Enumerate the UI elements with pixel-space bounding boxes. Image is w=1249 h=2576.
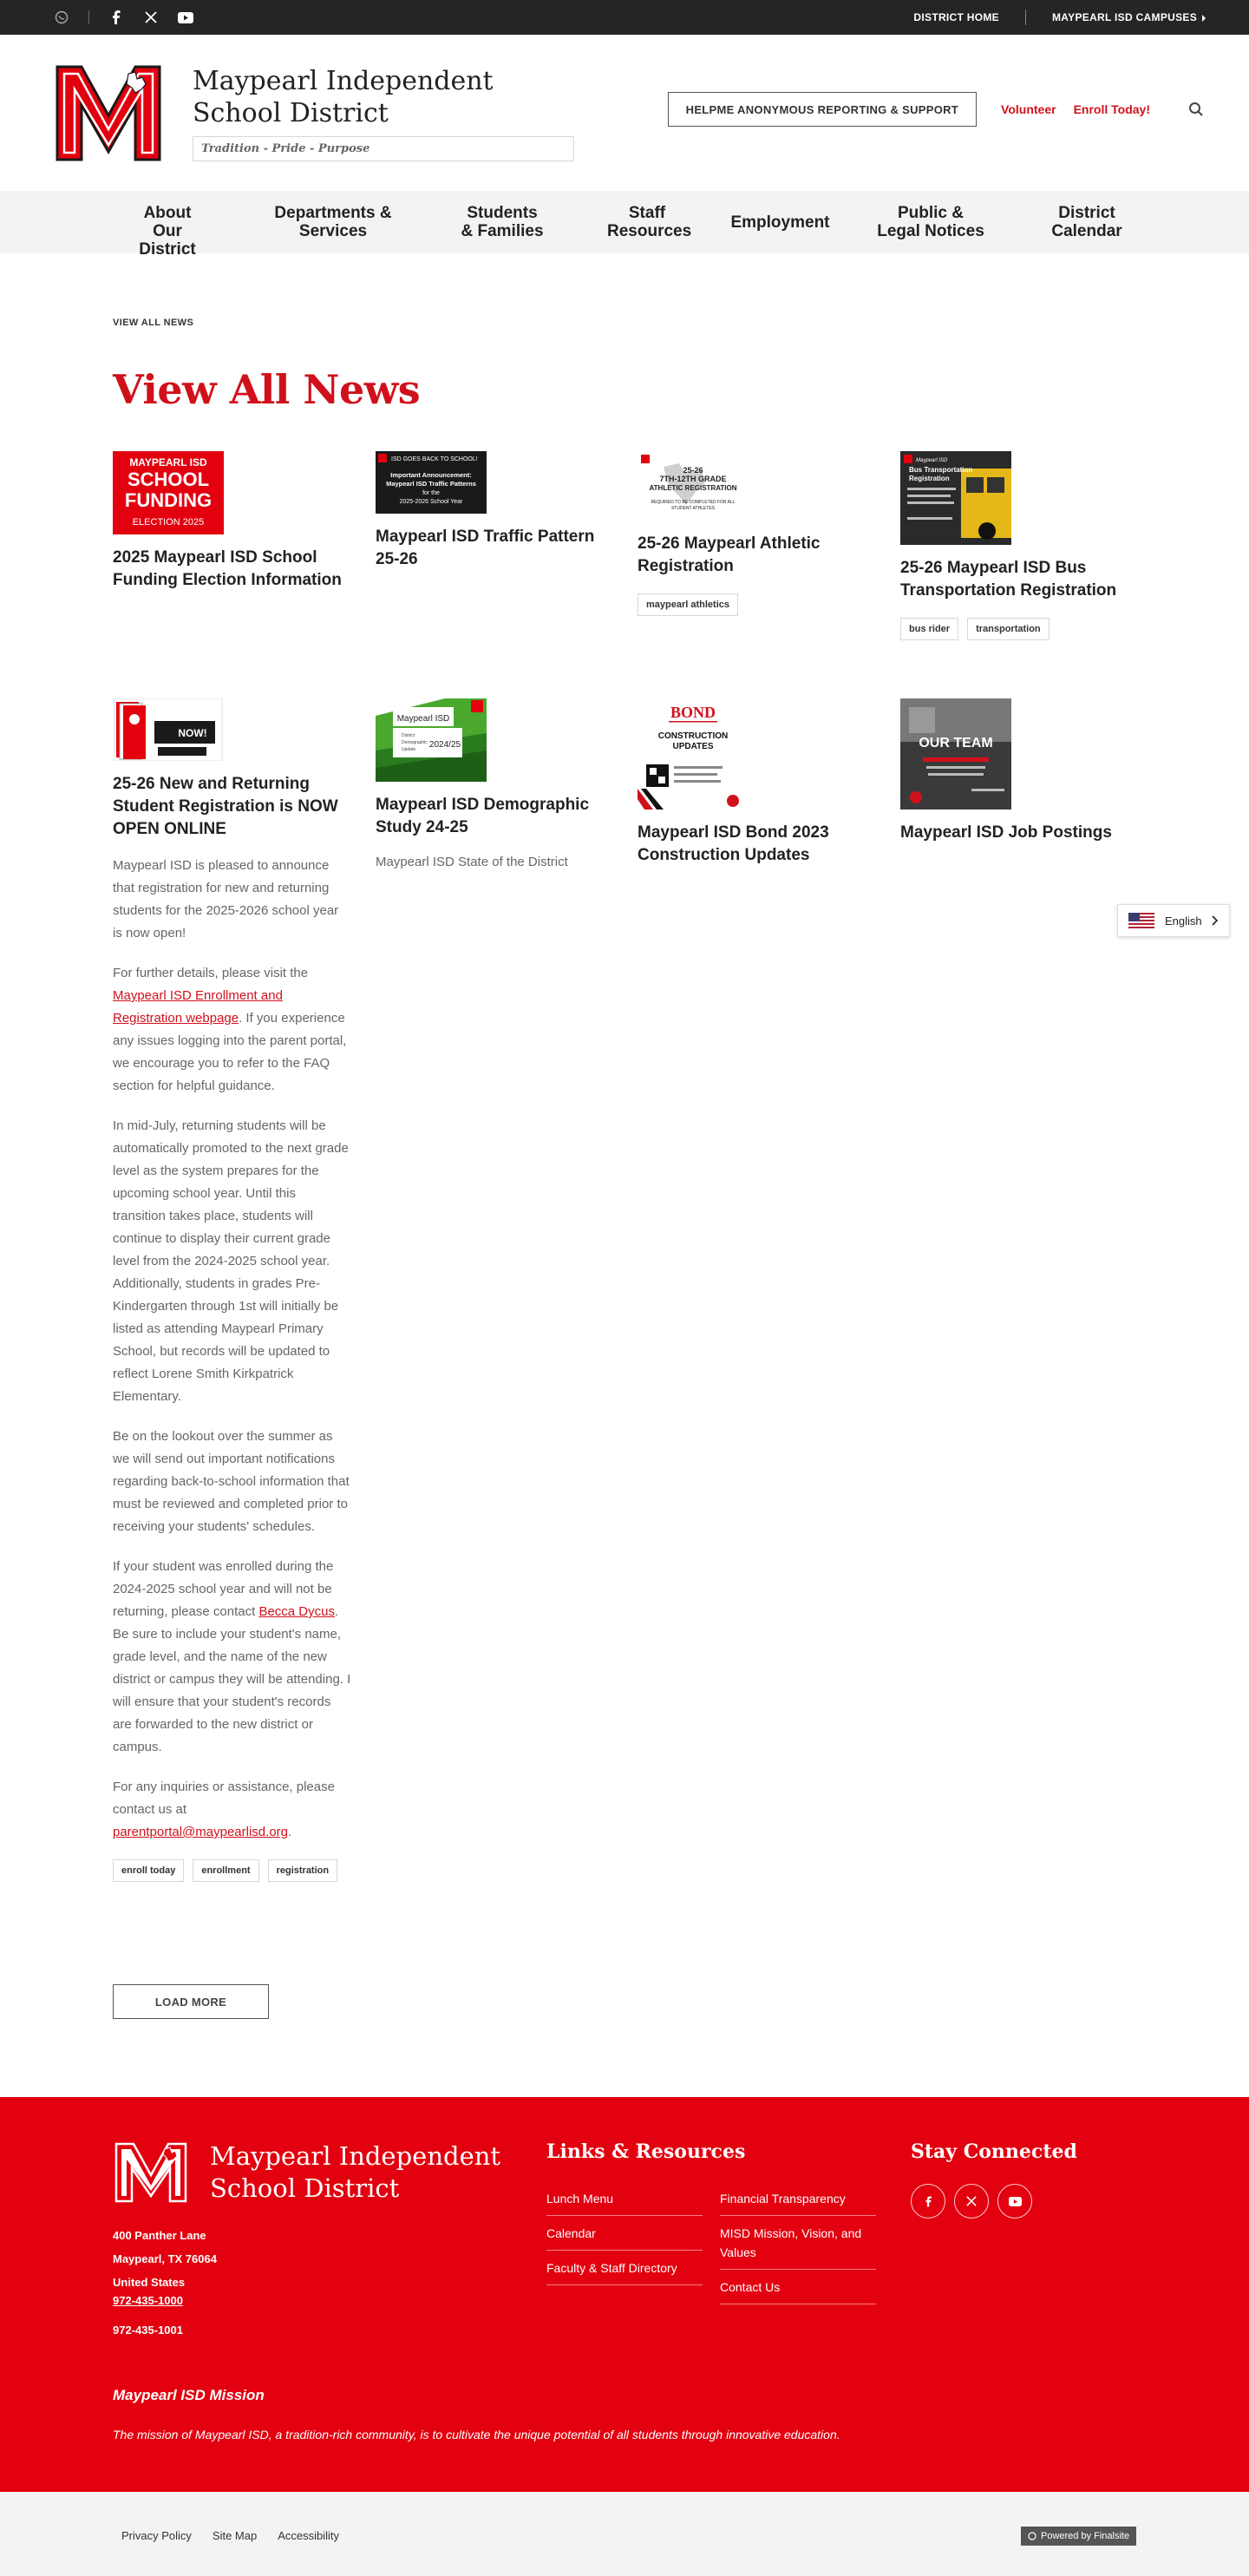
address-country: United States [113, 2276, 186, 2289]
us-flag-icon [1128, 913, 1154, 928]
thumb-text: 2025-2026 School Year [399, 499, 463, 505]
chat-icon[interactable] [52, 8, 71, 27]
main-navigation [0, 191, 1249, 259]
thumb-text: ATHLETIC REGISTRATION [649, 484, 737, 492]
traffic-pattern-thumbnail[interactable] [376, 451, 487, 514]
thumb-text: REQUIRED TO BE COMPLETED FOR ALL [651, 500, 736, 505]
thumb-text: CONSTRUCTION [657, 731, 729, 741]
district-tagline: Tradition - Pride - Purpose [193, 136, 574, 161]
thumb-text: FUNDING [124, 489, 213, 511]
stay-connected-heading: Stay Connected [911, 2140, 1077, 2163]
job-postings-thumbnail[interactable] [900, 698, 1011, 810]
news-title[interactable]: 25-26 New and Returning Student Registration is NOW OPEN ONLINE [113, 775, 338, 838]
student-registration-thumbnail[interactable] [113, 698, 224, 761]
utility-social-links [52, 8, 195, 27]
thumb-text: NOW! [178, 727, 207, 739]
news-title[interactable]: Maypearl ISD Traffic Pattern 25-26 [376, 528, 595, 568]
bond-construction-thumbnail[interactable] [638, 698, 749, 810]
footer-youtube-button[interactable] [997, 2184, 1032, 2219]
footer-district-name: Maypearl Independent School District [210, 2141, 501, 2203]
utility-bar [0, 0, 1249, 35]
bus-transportation-thumbnail[interactable] [900, 451, 1011, 545]
news-card[interactable] [376, 698, 614, 874]
news-title[interactable]: 2025 Maypearl ISD School Funding Election Information [113, 548, 342, 589]
body-text: For any inquiries or assistance, please contact us at [113, 1780, 335, 1817]
nav-district-calendar[interactable]: District Calendar [1051, 204, 1122, 240]
footer-link-financial-transparency[interactable]: Financial Transparency [720, 2189, 876, 2216]
caret-right-icon [1202, 15, 1206, 22]
address-city: Maypearl, TX 76064 [113, 2252, 217, 2265]
footer-link-contact-us[interactable]: Contact Us [720, 2278, 876, 2304]
thumb-text: MAYPEARL ISD [129, 456, 207, 469]
header-actions [668, 92, 1204, 127]
news-card[interactable] [113, 451, 351, 592]
brand-block [193, 65, 574, 161]
news-card[interactable] [638, 698, 876, 867]
thumb-text: Bus Transportation [909, 466, 973, 474]
demographic-study-thumbnail[interactable] [376, 698, 487, 782]
body-text: . Be sure to include your student's name, grade level, and the name of the new district or campus they will be attending. I will ensure that your student's records are forwarded to the new district or campus. [113, 1604, 351, 1754]
enrollment-registration-link[interactable]: Maypearl ISD Enrollment and Registration webpage [113, 988, 283, 1026]
news-title[interactable]: Maypearl ISD Job Postings [900, 823, 1112, 842]
footer-address [113, 2224, 217, 2342]
utility-links [913, 10, 1206, 25]
nav-staff-resources[interactable]: Staff Resources [607, 204, 692, 240]
news-grid [113, 413, 1136, 2044]
powered-by-label: Powered by Finalsite [1041, 2531, 1130, 2541]
load-more-button[interactable]: LOAD MORE [113, 1984, 269, 2019]
tag-enrollment[interactable]: enrollment [193, 1859, 258, 1882]
breadcrumb[interactable]: VIEW ALL NEWS [113, 318, 194, 328]
language-selector[interactable] [1117, 904, 1230, 937]
utility-separator [88, 10, 89, 24]
phone-link[interactable]: 972-435-1000 [113, 2294, 183, 2307]
page-title: View All News [113, 366, 421, 413]
mission-text: The mission of Maypearl ISD, a tradition-rich community, is to cultivate the unique potential of all students through innovative education. [113, 2428, 840, 2442]
language-label: English [1165, 914, 1202, 927]
thumb-text: ISD GOES BACK TO SCHOOL! [391, 456, 478, 462]
youtube-icon [1009, 2197, 1022, 2206]
footer-x-button[interactable] [954, 2184, 989, 2219]
thumb-text: 7TH-12TH GRADE [659, 475, 727, 483]
thumb-text: BOND [670, 704, 716, 721]
body-paragraph [113, 1556, 351, 1759]
links-resources-heading: Links & Resources [546, 2140, 746, 2163]
chevron-right-icon [1210, 915, 1219, 926]
facebook-icon [925, 2195, 932, 2208]
news-card[interactable] [113, 698, 351, 1882]
parentportal-email-link[interactable]: parentportal@maypearlisd.org [113, 1825, 288, 1839]
tag-bus-rider[interactable]: bus rider [900, 618, 958, 640]
news-title[interactable]: 25-26 Maypearl ISD Bus Transportation Registration [900, 559, 1117, 600]
bottom-bar [0, 2492, 1249, 2576]
tag-registration[interactable]: registration [268, 1859, 338, 1882]
body-paragraph [113, 962, 351, 1098]
body-text: For further details, please visit the [113, 966, 309, 980]
facebook-icon[interactable] [107, 8, 126, 27]
footer-facebook-button[interactable] [911, 2184, 945, 2219]
body-text: If your student was enrolled during the 2024-2025 school year and will not be returning, please contact [113, 1559, 334, 1619]
thumb-text: Important Announcement: [390, 471, 472, 479]
athletic-registration-thumbnail[interactable] [638, 451, 749, 521]
campuses-dropdown[interactable] [1052, 11, 1206, 23]
body-text: . If you experience any issues logging into the parent portal, we encourage you to refer to the FAQ section for helpful guidance. [113, 1011, 347, 1093]
tag-transportation[interactable]: transportation [967, 618, 1050, 640]
body-paragraph: Maypearl ISD is pleased to announce that registration for new and returning students for the 2025-2026 school year is now open! [113, 858, 339, 941]
thumb-text: SCHOOL [127, 469, 210, 490]
search-icon[interactable] [1188, 102, 1204, 117]
news-title[interactable]: Maypearl ISD Demographic Study 24-25 [376, 796, 590, 836]
thumb-text: STUDENT ATHLETES [670, 506, 716, 511]
mission-heading: Maypearl ISD Mission [113, 2387, 265, 2403]
campuses-label: MAYPEARL ISD CAMPUSES [1052, 11, 1197, 23]
legal-links [121, 2529, 339, 2542]
thumb-text: Registration [909, 475, 950, 482]
tag-list [900, 618, 1139, 640]
footer-link-mission-vision[interactable]: MISD Mission, Vision, and Values [720, 2224, 876, 2270]
nav-public-legal-notices[interactable]: Public & Legal Notices [877, 204, 984, 240]
finalsite-icon [1028, 2532, 1036, 2540]
thumb-text: Maypearl ISD [396, 714, 450, 724]
helpme-reporting-button[interactable]: HELPME ANONYMOUS REPORTING & SUPPORT [668, 92, 977, 127]
thumb-text: UPDATES [672, 742, 714, 751]
nav-about-our-district[interactable]: About Our District [139, 204, 196, 259]
thumb-text: Update [402, 747, 416, 752]
footer-link-lunch-menu[interactable]: Lunch Menu [546, 2189, 703, 2216]
thumb-text: 25-26 [683, 466, 703, 475]
body-paragraph [113, 1776, 351, 1844]
main-content [0, 318, 1249, 2044]
thumb-text: 2024/25 [428, 740, 461, 750]
thumb-text: Maypearl ISD [916, 458, 948, 463]
news-card[interactable] [376, 451, 614, 571]
x-twitter-icon[interactable] [141, 8, 160, 27]
address-street: 400 Panther Lane [113, 2229, 206, 2242]
tag-list [638, 593, 876, 616]
news-summary: Maypearl ISD State of the District [376, 855, 568, 869]
district-name[interactable]: Maypearl Independent School District [193, 65, 494, 128]
news-title[interactable]: 25-26 Maypearl Athletic Registration [638, 534, 821, 575]
footer-logo[interactable] [114, 2142, 187, 2203]
thumb-text: Maypearl ISD Traffic Patterns [386, 480, 476, 488]
tag-maypearl-athletics[interactable]: maypearl athletics [638, 593, 738, 616]
powered-by-badge[interactable] [1021, 2527, 1136, 2546]
volunteer-link[interactable]: Volunteer [1001, 102, 1056, 116]
site-header [0, 35, 1249, 191]
thumb-text: Demographic [402, 740, 428, 745]
utility-divider [1025, 10, 1026, 25]
accessibility-link[interactable]: Accessibility [278, 2529, 340, 2542]
site-footer [0, 2097, 1249, 2492]
news-card[interactable] [638, 451, 876, 616]
site-map-link[interactable]: Site Map [212, 2529, 258, 2542]
body-paragraph: In mid-July, returning students will be automatically promoted to the next grade level as the system prepares for the upcoming school year. Until this transition takes place, students will continue to display their current grade level from the 2024-2025 school year. Additionally, students in grades Pre-Kindergarten through 1st will initially be listed as attending Maypearl Primary School, but records will be updated to reflect Lorene Smith Kirkpatrick Elementary. [113, 1118, 349, 1404]
thumb-text: ELECTION 2025 [132, 517, 205, 528]
youtube-icon[interactable] [176, 8, 195, 27]
fax-number: 972-435-1001 [113, 2324, 183, 2337]
tag-enroll-today[interactable]: enroll today [113, 1859, 184, 1882]
nav-employment[interactable]: Employment [730, 213, 830, 232]
enroll-today-link[interactable]: Enroll Today! [1073, 102, 1150, 116]
nav-departments-services[interactable]: Departments & Services [274, 204, 392, 240]
tag-list [113, 1859, 351, 1882]
news-title[interactable]: Maypearl ISD Bond 2023 Construction Updates [638, 823, 829, 864]
footer-link-calendar[interactable]: Calendar [546, 2224, 703, 2251]
nav-students-families[interactable]: Students & Families [461, 204, 544, 240]
thumb-text: OUR TEAM [919, 736, 993, 751]
news-card[interactable] [900, 451, 1139, 640]
footer-link-staff-directory[interactable]: Faculty & Staff Directory [546, 2258, 703, 2285]
district-home-link[interactable]: DISTRICT HOME [913, 11, 999, 23]
body-paragraph: Be on the lookout over the summer as we will send out important notifications regarding back-to-school information that must be reviewed and completed prior to receiving your students' schedules. [113, 1429, 350, 1534]
contact-becca-dycus-link[interactable]: Becca Dycus [258, 1604, 335, 1619]
news-body [113, 855, 351, 1844]
privacy-policy-link[interactable]: Privacy Policy [121, 2529, 192, 2542]
school-funding-thumbnail[interactable] [113, 451, 224, 534]
x-twitter-icon [966, 2196, 977, 2206]
district-logo[interactable] [52, 63, 165, 163]
news-card[interactable] [900, 698, 1139, 844]
body-text: . [288, 1825, 292, 1839]
thumb-text: District [402, 733, 415, 738]
thumb-text: for the [422, 490, 440, 496]
